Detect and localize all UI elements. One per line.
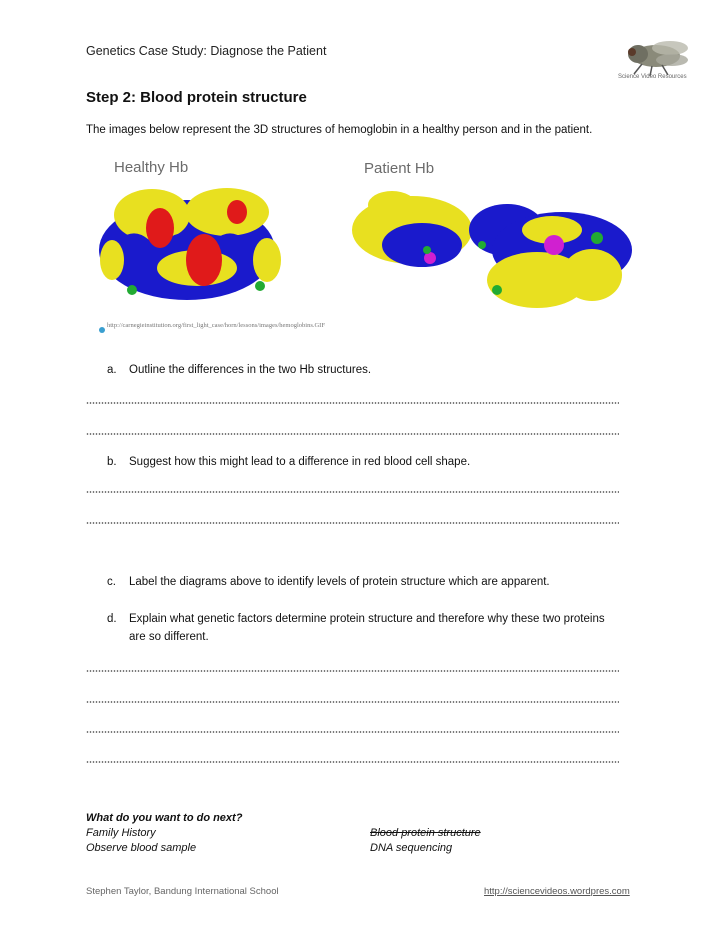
step-title: Step 2: Blood protein structure [86,89,307,106]
document-header-title: Genetics Case Study: Diagnose the Patient [86,44,327,58]
answer-line-d4[interactable] [86,761,619,763]
source-globe-icon [99,327,105,333]
question-c-letter: c. [107,576,116,588]
question-d-letter: d. [107,613,117,625]
question-d-text-line1: Explain what genetic factors determine protein structure and therefore why these two proteins [129,613,605,625]
next-option-observe-blood-sample[interactable]: Observe blood sample [86,842,197,854]
answer-line-a2[interactable] [86,433,619,435]
next-option-dna-sequencing[interactable]: DNA sequencing [370,842,453,854]
answer-line-d2[interactable] [86,701,619,703]
answer-line-d3[interactable] [86,731,619,733]
answer-line-a1[interactable] [86,402,619,404]
question-d-text-line2: are so different. [129,631,209,643]
question-a-text: Outline the differences in the two Hb structures. [129,364,372,376]
next-option-family-history[interactable]: Family History [86,827,156,839]
question-b-text: Suggest how this might lead to a difference in red blood cell shape. [129,456,471,468]
next-option-blood-protein-structure[interactable]: Blood protein structure [370,827,481,839]
question-d [107,613,647,649]
figure-source-url: http://carnegieinstitution.org/first_light_case/horn/lessons/images/hemoglobins.GIF [107,322,325,329]
question-a-letter: a. [107,364,117,376]
answer-line-d1[interactable] [86,670,619,672]
patient-hb-label: Patient Hb [364,160,435,177]
footer-author: Stephen Taylor, Bandung International School [86,886,279,897]
intro-text: The images below represent the 3D structures of hemoglobin in a healthy person and in the patient. [86,124,593,136]
healthy-hb-structure [99,188,281,300]
healthy-hb-label: Healthy Hb [114,159,189,176]
hemoglobin-figure [92,150,637,350]
next-heading: What do you want to do next? [86,812,243,824]
patient-hb-structure [352,191,632,308]
question-b-letter: b. [107,456,117,468]
logo-caption: Science Video Resources [618,74,687,80]
question-c-text: Label the diagrams above to identify levels of protein structure which are apparent. [129,576,550,588]
footer-link[interactable]: http://sciencevideos.wordpres.com [484,886,630,897]
answer-line-b2[interactable] [86,522,619,524]
answer-line-b1[interactable] [86,491,619,493]
